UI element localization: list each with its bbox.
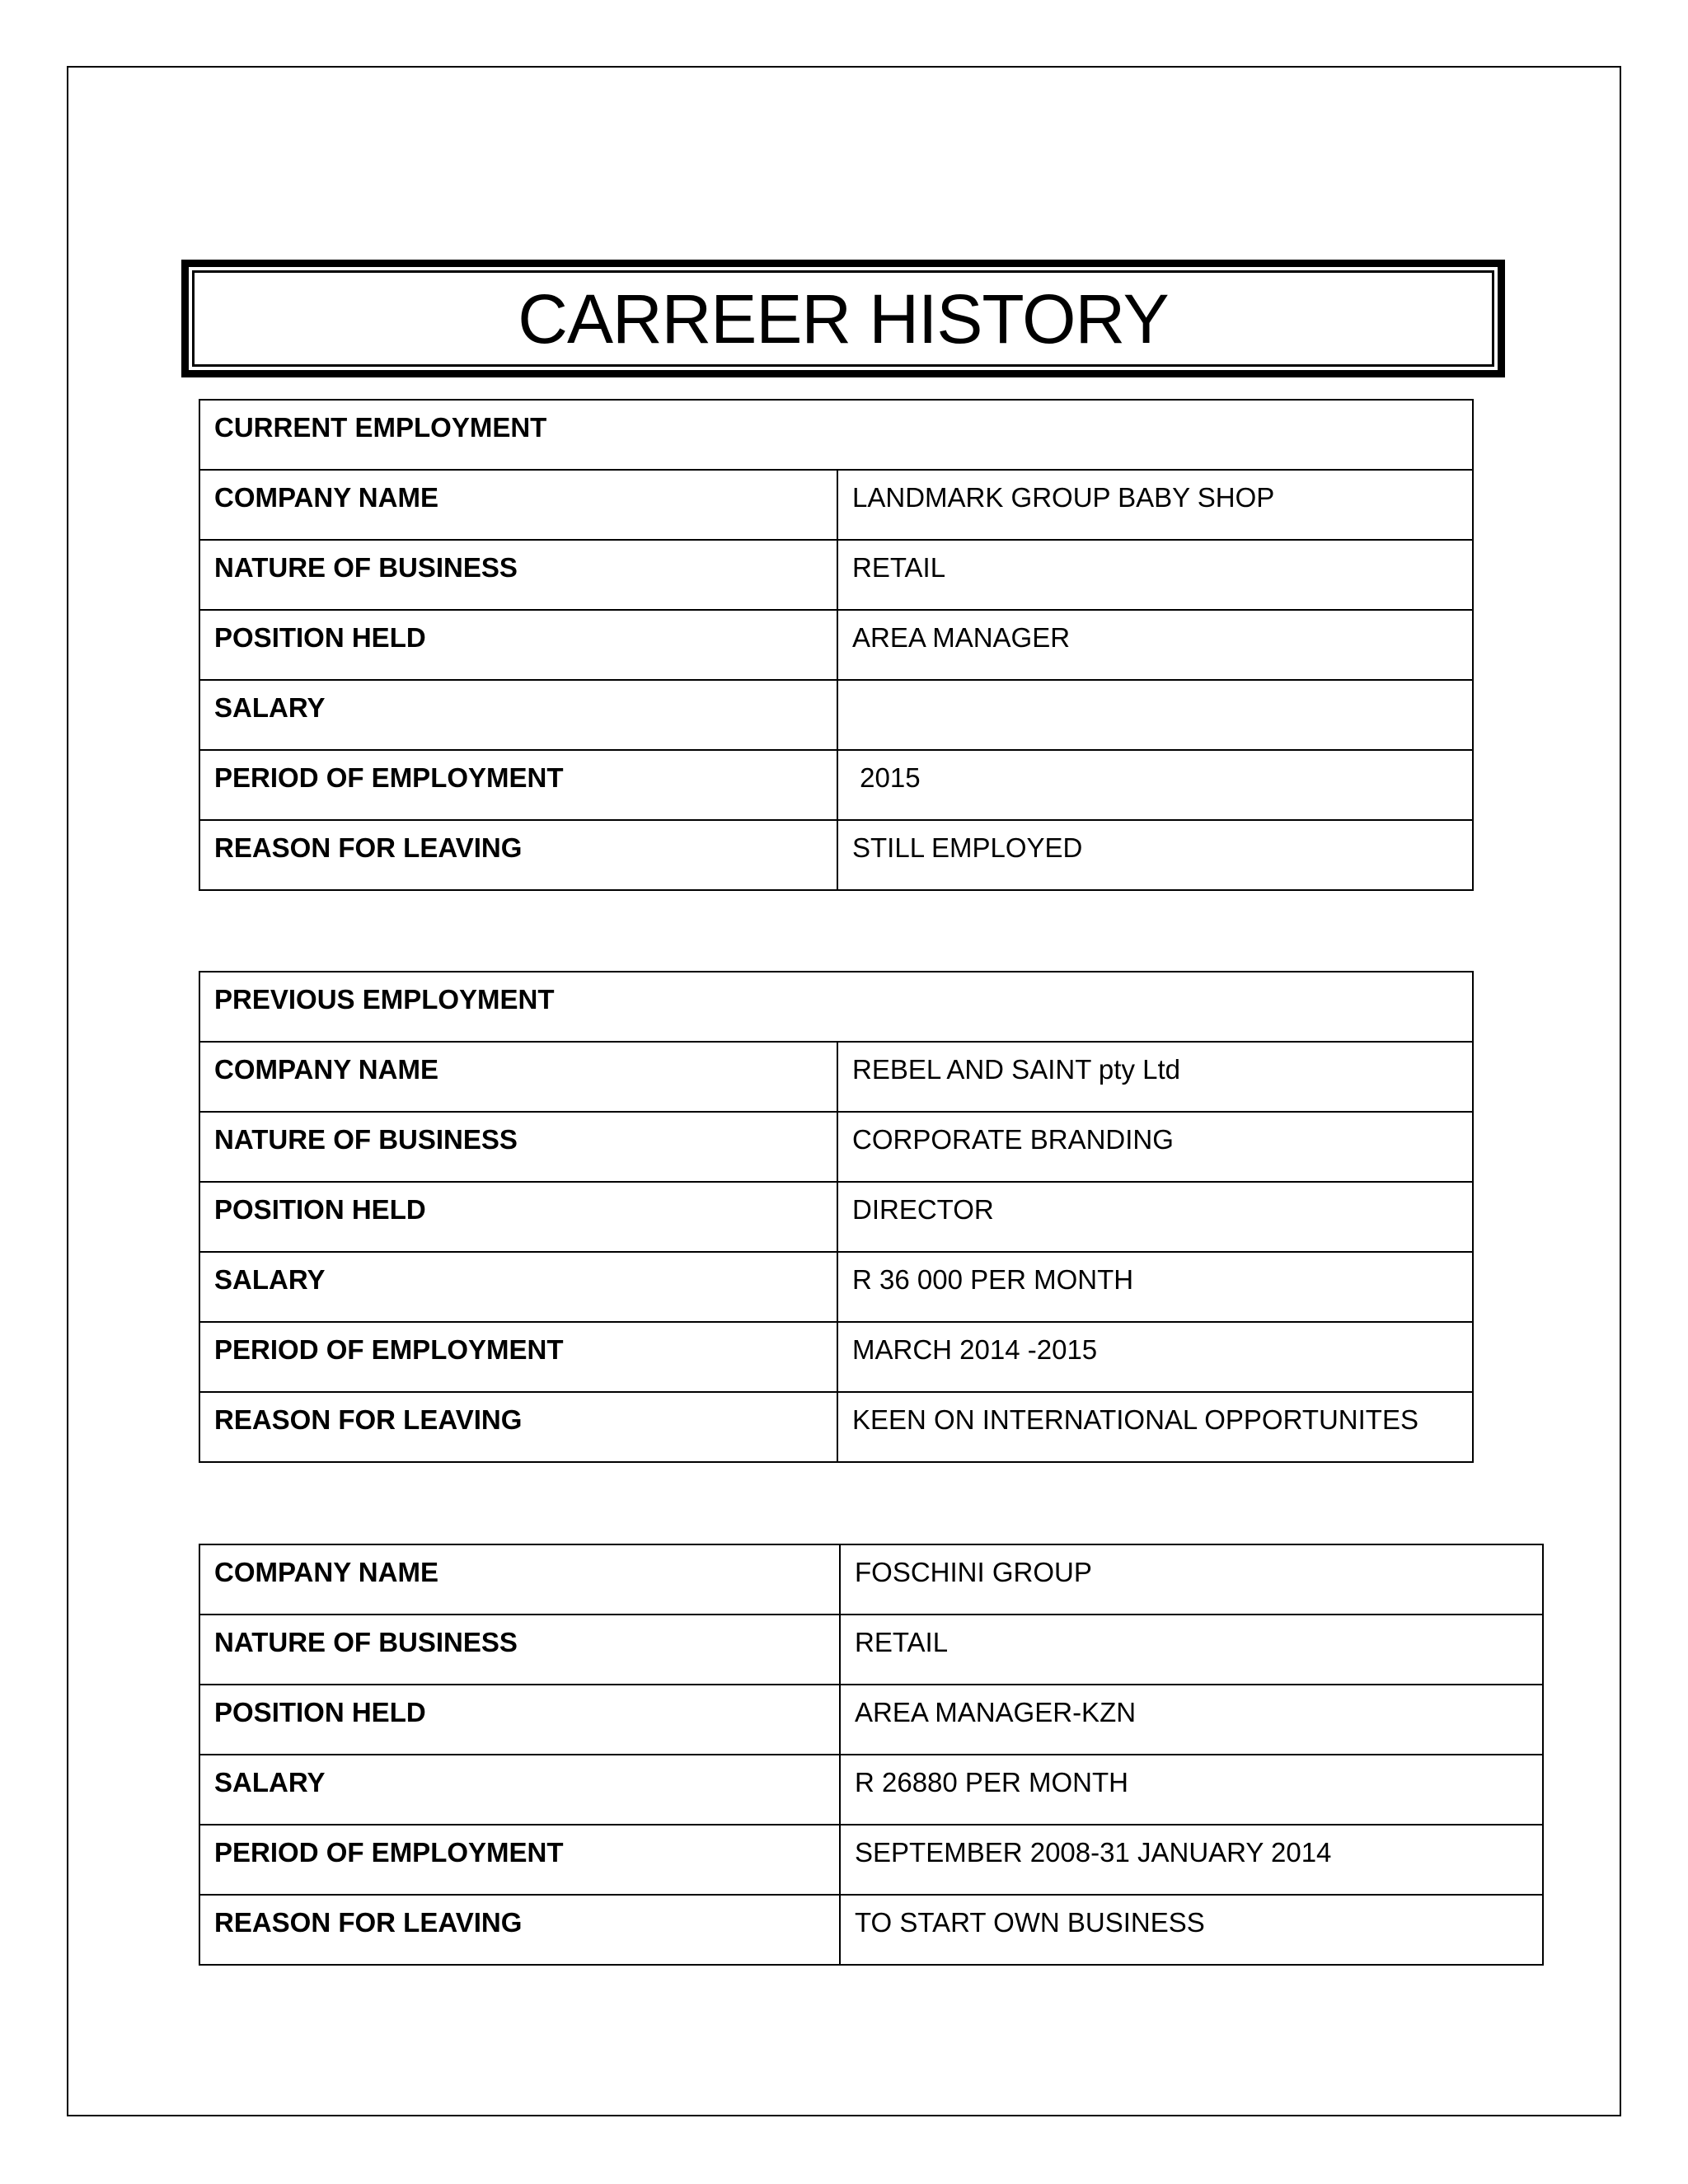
table-row <box>199 540 1473 610</box>
field-value: CORPORATE BRANDING <box>837 1112 1473 1182</box>
field-value: AREA MANAGER-KZN <box>840 1685 1543 1755</box>
table-heading-row <box>199 972 1473 1042</box>
field-value: KEEN ON INTERNATIONAL OPPORTUNITES <box>837 1392 1473 1462</box>
table-row <box>199 820 1473 890</box>
table-row <box>199 1615 1543 1685</box>
table-row <box>199 1685 1543 1755</box>
field-label: NATURE OF BUSINESS <box>199 1112 837 1182</box>
field-value: AREA MANAGER <box>837 610 1473 680</box>
current-employment-table <box>199 399 1474 891</box>
field-label: REASON FOR LEAVING <box>199 1392 837 1462</box>
field-label: SALARY <box>199 1755 840 1825</box>
field-value <box>837 680 1473 750</box>
field-label: COMPANY NAME <box>199 1544 840 1615</box>
field-label: PERIOD OF EMPLOYMENT <box>199 1322 837 1392</box>
table-row <box>199 1825 1543 1895</box>
table-row <box>199 470 1473 540</box>
table-row <box>199 750 1473 820</box>
field-value: STILL EMPLOYED <box>837 820 1473 890</box>
field-label: REASON FOR LEAVING <box>199 1895 840 1965</box>
table-row <box>199 1042 1473 1112</box>
table-row <box>199 680 1473 750</box>
previous-employment-table <box>199 971 1474 1463</box>
field-label: SALARY <box>199 680 837 750</box>
field-value: DIRECTOR <box>837 1182 1473 1252</box>
title-box-inner <box>192 270 1494 367</box>
field-label: PERIOD OF EMPLOYMENT <box>199 1825 840 1895</box>
table-row <box>199 1392 1473 1462</box>
table-row <box>199 1544 1543 1615</box>
section-heading: PREVIOUS EMPLOYMENT <box>199 972 1473 1042</box>
table-row <box>199 1322 1473 1392</box>
field-label: POSITION HELD <box>199 610 837 680</box>
field-value: MARCH 2014 -2015 <box>837 1322 1473 1392</box>
section-heading: CURRENT EMPLOYMENT <box>199 400 1473 470</box>
table-row <box>199 1112 1473 1182</box>
field-value: REBEL AND SAINT pty Ltd <box>837 1042 1473 1112</box>
field-label: POSITION HELD <box>199 1182 837 1252</box>
table-row <box>199 610 1473 680</box>
field-label: NATURE OF BUSINESS <box>199 540 837 610</box>
field-value: LANDMARK GROUP BABY SHOP <box>837 470 1473 540</box>
table-row <box>199 1755 1543 1825</box>
field-label: SALARY <box>199 1252 837 1322</box>
field-label: NATURE OF BUSINESS <box>199 1615 840 1685</box>
field-value: 2015 <box>837 750 1473 820</box>
table-row <box>199 1182 1473 1252</box>
field-label: PERIOD OF EMPLOYMENT <box>199 750 837 820</box>
page-title: CARREER HISTORY <box>518 279 1169 358</box>
field-value: RETAIL <box>840 1615 1543 1685</box>
field-value: TO START OWN BUSINESS <box>840 1895 1543 1965</box>
field-label: COMPANY NAME <box>199 1042 837 1112</box>
table-heading-row <box>199 400 1473 470</box>
table-row <box>199 1895 1543 1965</box>
field-value: RETAIL <box>837 540 1473 610</box>
field-label: COMPANY NAME <box>199 470 837 540</box>
field-value: FOSCHINI GROUP <box>840 1544 1543 1615</box>
field-label: POSITION HELD <box>199 1685 840 1755</box>
field-value: SEPTEMBER 2008-31 JANUARY 2014 <box>840 1825 1543 1895</box>
field-value: R 26880 PER MONTH <box>840 1755 1543 1825</box>
field-value: R 36 000 PER MONTH <box>837 1252 1473 1322</box>
earlier-employment-table <box>199 1544 1544 1966</box>
field-label: REASON FOR LEAVING <box>199 820 837 890</box>
table-row <box>199 1252 1473 1322</box>
title-box <box>181 260 1505 377</box>
